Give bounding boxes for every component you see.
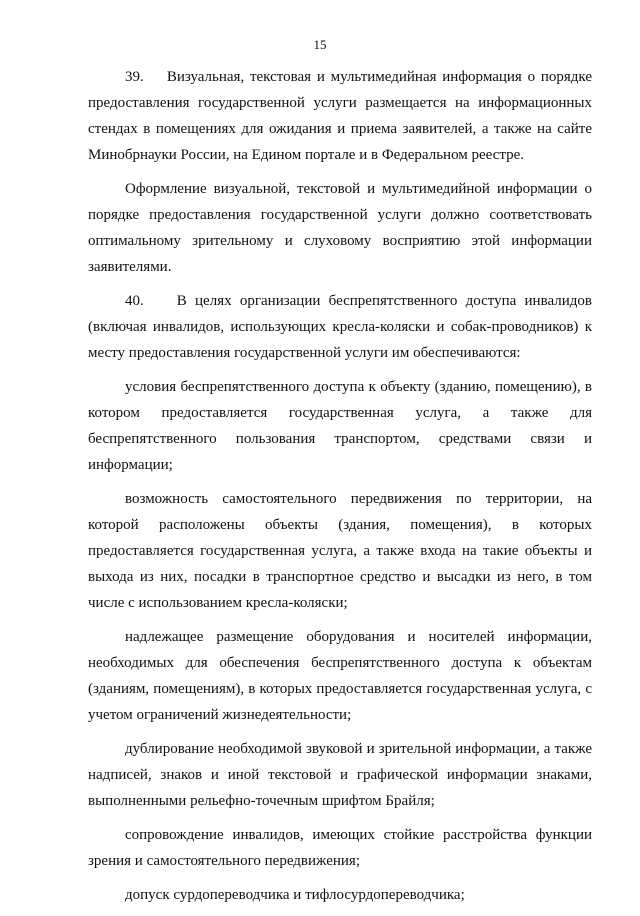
page-number: 15	[313, 37, 327, 52]
list-item-escort: сопровождение инвалидов, имеющих стойкие расстройства функции зрения и самостоятельного передвижения;	[88, 827, 592, 869]
list-item-movement: возможность самостоятельного передвижения по территории, на которой расположены объекты (здания, помещения), в которых предоставляется государственная услуга, а также входа на такие объекты и выхода из них, посадки в транспортное средство и высадки из него, в том числе с использованием кресла-коляски;	[88, 491, 592, 611]
paragraph-40: 40. В целях организации беспрепятственного доступа инвалидов (включая инвалидов, использующих кресла-коляски и собак-проводников) к месту предоставления государственной услуги им обеспечиваются:	[88, 293, 592, 361]
list-item-sign-interpreter: допуск сурдопереводчика и тифлосурдопереводчика;	[125, 887, 465, 903]
list-item-access-conditions: условия беспрепятственного доступа к объекту (зданию, помещению), в котором предоставляется государственная услуга, а также для беспрепятственного пользования транспортом, средствами связи и информации;	[88, 379, 592, 473]
list-item-braille: дублирование необходимой звуковой и зрительной информации, а также надписей, знаков и иной текстовой и графической информации знаками, выполненными рельефно-точечным шрифтом Брайля;	[88, 741, 592, 809]
document-body	[88, 64, 592, 916]
paragraph-39: 39. Визуальная, текстовая и мультимедийная информация о порядке предоставления государственной услуги размещается на информационных стендах в помещениях для ожидания и приема заявителей, а также на сайте Минобрнауки России, на Едином портале и в Федеральном реестре.	[88, 69, 592, 163]
list-item-equipment: надлежащее размещение оборудования и носителей информации, необходимых для обеспечения беспрепятственного доступа к объектам (зданиям, помещениям), в которых предоставляется государственная услуга, с учетом ограничений жизнедеятельности;	[88, 629, 592, 723]
paragraph-formatting: Оформление визуальной, текстовой и мультимедийной информации о порядке предоставления государственной услуги должно соответствовать оптимальному зрительному и слуховому восприятию этой информации заявителями.	[88, 181, 592, 275]
